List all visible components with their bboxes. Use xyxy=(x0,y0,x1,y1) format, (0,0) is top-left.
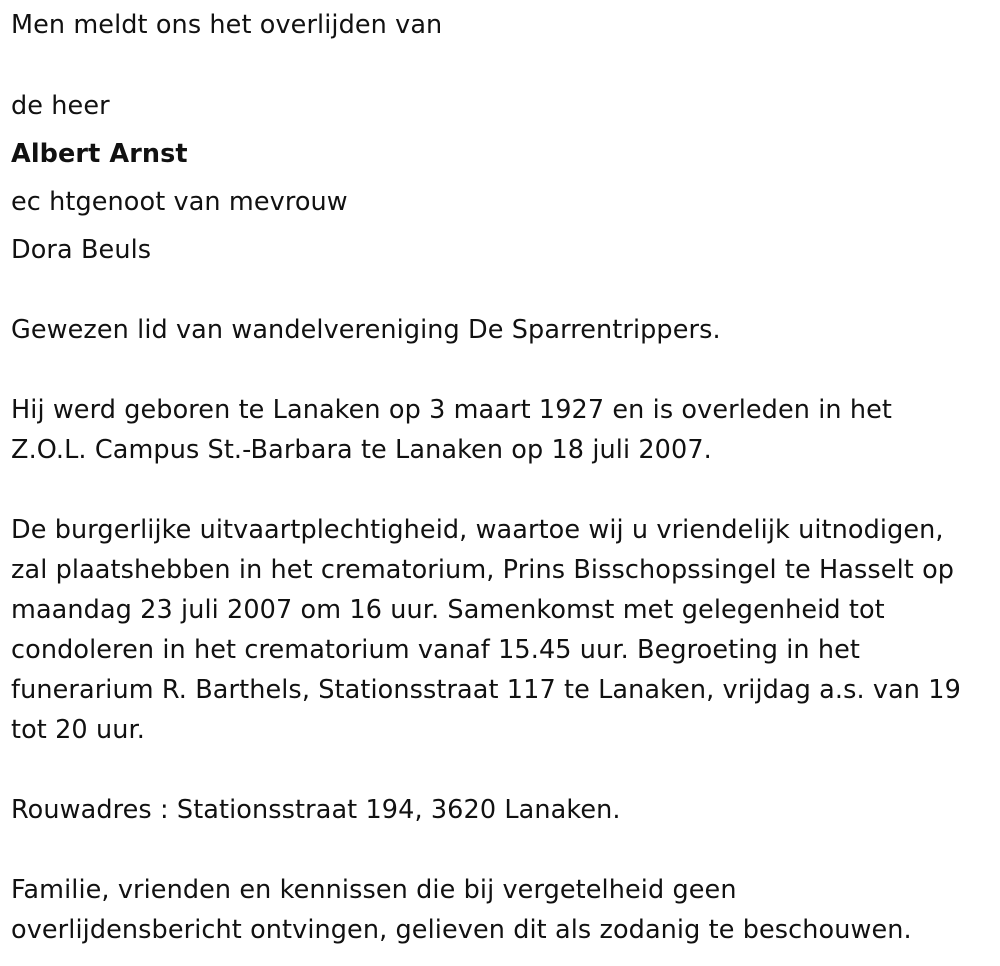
spouse-label: ec htgenoot van mevrouw xyxy=(11,187,348,217)
birth-death-line-1: Hij werd geboren te Lanaken op 3 maart 1927 en is overleden in het xyxy=(11,395,893,425)
closing-line-1: Familie, vrienden en kennissen die bij vergetelheid geen xyxy=(11,875,737,905)
membership-line: Gewezen lid van wandelvereniging De Sparrentrippers. xyxy=(11,315,721,345)
intro-line: Men meldt ons het overlijden van xyxy=(11,10,443,40)
mourning-address: Rouwadres : Stationsstraat 194, 3620 Lanaken. xyxy=(11,795,621,825)
birth-death-line-2: Z.O.L. Campus St.-Barbara te Lanaken op 18 juli 2007. xyxy=(11,435,712,465)
deceased-name: Albert Arnst xyxy=(11,139,188,169)
ceremony-line-1: De burgerlijke uitvaartplechtigheid, waartoe wij u vriendelijk uitnodigen, xyxy=(11,515,944,545)
spouse-name: Dora Beuls xyxy=(11,235,152,265)
closing-line-2: overlijdensbericht ontvingen, gelieven dit als zodanig te beschouwen. xyxy=(11,915,912,945)
ceremony-line-5: funerarium R. Barthels, Stationsstraat 117 te Lanaken, vrijdag a.s. van 19 xyxy=(11,675,961,705)
ceremony-line-4: condoleren in het crematorium vanaf 15.45 uur. Begroeting in het xyxy=(11,635,860,665)
ceremony-line-2: zal plaatshebben in het crematorium, Prins Bisschopssingel te Hasselt op xyxy=(11,555,955,585)
ceremony-line-3: maandag 23 juli 2007 om 16 uur. Samenkomst met gelegenheid tot xyxy=(11,595,885,625)
salutation: de heer xyxy=(11,91,110,121)
ceremony-line-6: tot 20 uur. xyxy=(11,715,145,745)
